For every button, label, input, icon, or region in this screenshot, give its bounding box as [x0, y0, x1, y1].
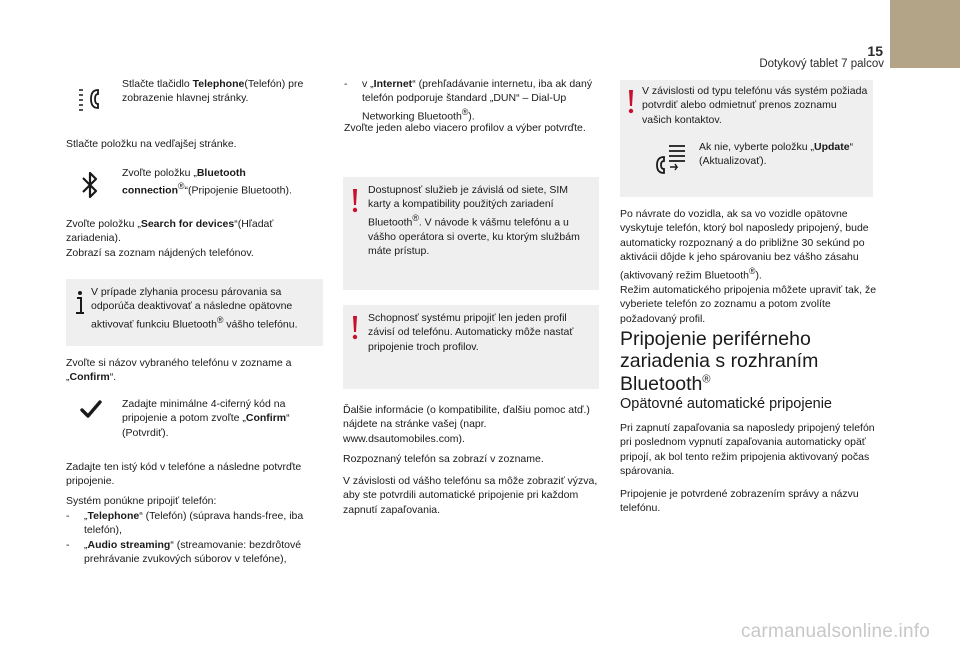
- connection-confirm-text: Pripojenie je potvrdené zobrazením správy a názvu telefónu.: [620, 488, 859, 515]
- recognized-phone: Rozpoznaný telefón sa zobrazí v zozname.: [343, 453, 544, 465]
- warning-services-text: Dostupnosť služieb je závislá od siete, SIM karty a kompatibility použitých zariadení Bluetooth®. V návode k vášmu telefónu a u vášho operátora si overte, ku ktorým službám máte prístup.: [368, 184, 580, 258]
- update-step: Ak nie, vyberte položku „Update“ (Aktualizovať).: [699, 141, 854, 168]
- info-text: V prípade zlyhania procesu párovania sa odporúča deaktivovať a následne opätovne aktivovať funkciu Bluetooth® vášho telefónu.: [91, 286, 298, 331]
- phone-icon: [74, 82, 108, 116]
- profile-internet: - v „Internet“ (prehľadávanie internetu, iba ak daný telefón podporuje štandard „DUN“ – Dial-Up Networking Bluetooth®).: [344, 78, 593, 123]
- bluetooth-icon: [78, 168, 102, 202]
- section-heading: Pripojenie periférneho zariadenia s rozhraním Bluetooth®: [620, 328, 819, 395]
- step-same-code: Zadajte ten istý kód v telefóne a následne potvrďte pripojenie.: [66, 461, 302, 488]
- watermark: carmanualsonline.info: [740, 621, 930, 642]
- step-phone: Stlačte tlačidlo Telephone(Telefón) pre zobrazenie hlavnej stránky.: [122, 78, 304, 105]
- step-bluetooth: Zvoľte položku „Bluetooth connection®“(Pripojenie Bluetooth).: [122, 167, 292, 197]
- chapter-tab: [890, 0, 960, 68]
- auto-reconnect-text: Pri zapnutí zapaľovania sa naposledy pripojený telefón pri poslednom vypnutí zapaľovania automaticky opäť pripojí, ak bol tento režim pripojenia aktivovaný počas spárovania.: [620, 422, 875, 478]
- info-icon: [73, 290, 87, 316]
- checkmark-icon: [78, 398, 104, 420]
- warning-icon: [349, 188, 361, 214]
- page-number: 15: [867, 43, 883, 59]
- step-list: Zobrazí sa zoznam nájdených telefónov.: [66, 247, 254, 259]
- warning-contacts-text: V závislosti od typu telefónu vás systém požiada potvrdiť alebo odmietnuť prenos zoznamu vašich kontaktov.: [642, 85, 868, 126]
- system-offers: Systém ponúkne pripojiť telefón:: [66, 495, 217, 507]
- warning-icon: [349, 315, 361, 341]
- subsection-heading: Opätovné automatické pripojenie: [620, 396, 832, 412]
- warning-profiles-text: Schopnosť systému pripojiť len jeden profil závisí od telefónu. Automaticky môže nastať pripojenie troch profilov.: [368, 312, 574, 353]
- profile-telephone: - „Telephone“ (Telefón) (súprava hands-free, iba telefón),: [66, 510, 304, 537]
- chapter-title: Dotykový tablet 7 palcov: [759, 58, 884, 70]
- step-search: Zvoľte položku „Search for devices“(Hľadať zariadenia).: [66, 218, 274, 245]
- auto-connect-prompt: V závislosti od vášho telefónu sa môže zobraziť výzva, aby ste potvrdili automatické pripojenie pri každom zapnutí zapaľovania.: [343, 475, 598, 516]
- contacts-update-icon: [652, 142, 688, 176]
- return-to-vehicle-text: Po návrate do vozidla, ak sa vo vozidle opätovne vyskytuje telefón, ktorý bol naposledy pripojený, bude automaticky rozpoznaný a do približne 30 sekúnd po aktivácii dôjde k jeho spárovaniu bez vášho zásahu (aktivovaný režim Bluetooth®). Režim automatického pripojenia môžete upraviť tak, že vyberiete telefón zo zoznamu a potom zvolíte požadovaný profil.: [620, 208, 877, 325]
- more-info: Ďalšie informácie (o kompatibilite, ďalšiu pomoc atď.) nájdete na stránke vašej (napr. www.dsautomobiles.com).: [343, 404, 590, 445]
- profile-audio-streaming: - „Audio streaming“ (streamovanie: bezdrôtové prehrávanie zvukových súborov v telefóne),: [66, 539, 302, 566]
- step-next-page: Stlačte položku na vedľajšej stránke.: [66, 138, 237, 150]
- select-profiles: Zvoľte jeden alebo viacero profilov a výber potvrďte.: [344, 122, 586, 134]
- step-code: Zadajte minimálne 4-ciferný kód na pripojenie a potom zvoľte „Confirm“ (Potvrdiť).: [122, 398, 290, 439]
- step-choose: Zvoľte si názov vybraného telefónu v zozname a „Confirm“.: [66, 357, 292, 384]
- warning-icon: [625, 89, 637, 115]
